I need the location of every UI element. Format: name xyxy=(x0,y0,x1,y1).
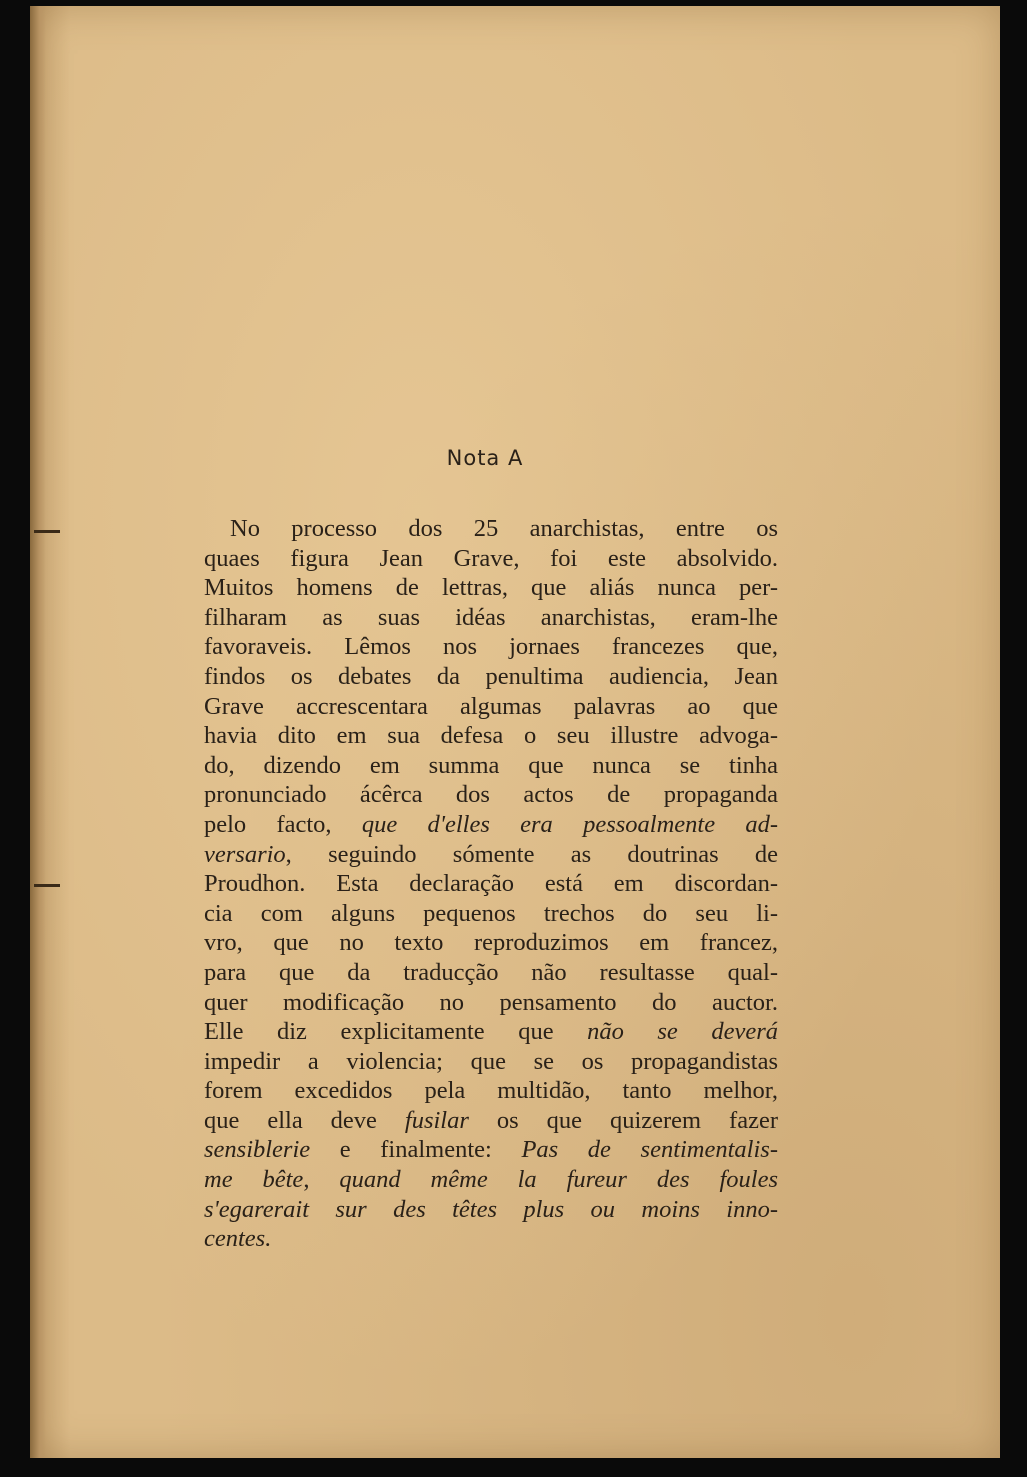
italic-text-segment: não se deverá xyxy=(587,1018,778,1046)
binding-thread-mark xyxy=(34,530,60,533)
text-segment: havia dito em sua defesa o seu illustre advoga- xyxy=(204,722,778,750)
text-segment: filharam as suas idéas anarchistas, eram-lhe xyxy=(204,603,778,631)
text-line xyxy=(204,899,778,929)
text-line xyxy=(204,751,778,781)
text-segment: , seguindo sómente as doutrinas de xyxy=(285,840,778,868)
text-segment: quer modificação no pensamento do auctor. xyxy=(204,988,778,1016)
text-line xyxy=(204,1106,778,1136)
text-line xyxy=(204,692,778,722)
text-line xyxy=(204,1135,778,1165)
text-segment: os que quizerem fazer xyxy=(468,1106,778,1134)
text-line xyxy=(204,1195,778,1225)
text-segment: que ella deve xyxy=(204,1106,405,1134)
text-line xyxy=(204,869,778,899)
text-segment: do, dizendo em summa que nunca se tinha xyxy=(204,751,778,779)
text-line xyxy=(204,721,778,751)
text-segment: pelo facto, xyxy=(204,810,362,838)
text-segment: Muitos homens de lettras, que aliás nunca per- xyxy=(204,574,778,602)
page-binding-edge xyxy=(30,6,46,1458)
text-line xyxy=(204,1165,778,1195)
text-line xyxy=(204,632,778,662)
text-segment: favoraveis. Lêmos nos jornaes francezes que, xyxy=(204,633,778,661)
text-segment: Grave accrescentara algumas palavras ao que xyxy=(204,692,778,720)
text-segment: quaes figura Jean Grave, foi este absolvido. xyxy=(204,544,778,572)
text-segment: impedir a violencia; que se os propagandistas xyxy=(204,1047,778,1075)
text-line xyxy=(204,544,778,574)
text-segment: forem excedidos pela multidão, tanto melhor, xyxy=(204,1077,778,1105)
italic-text-segment: sensiblerie xyxy=(204,1136,311,1164)
text-line xyxy=(204,1047,778,1077)
text-segment: cia com alguns pequenos trechos do seu li- xyxy=(204,899,778,927)
text-line xyxy=(204,958,778,988)
text-line xyxy=(204,988,778,1018)
text-segment: para que da traducção não resultasse qual- xyxy=(204,958,778,986)
italic-text-segment: quand même la fureur des foules xyxy=(339,1166,779,1194)
text-line xyxy=(204,603,778,633)
text-segment: e finalmente: xyxy=(310,1136,522,1164)
text-segment: Proudhon. Esta declaração está em discordan- xyxy=(204,870,778,898)
text-segment: Elle diz explicitamente que xyxy=(204,1018,588,1046)
text-line xyxy=(204,810,778,840)
text-line xyxy=(204,840,778,870)
text-segment: pronunciado ácêrca dos actos de propaganda xyxy=(204,781,778,809)
text-segment: , xyxy=(303,1166,340,1194)
text-line xyxy=(204,514,778,544)
note-heading: Nota A xyxy=(446,446,524,470)
italic-text-segment: fusilar xyxy=(404,1106,469,1134)
text-segment: findos os debates da penultima audiencia, Jean xyxy=(204,662,778,690)
italic-text-segment: Pas de sentimentalis- xyxy=(521,1136,778,1164)
italic-text-segment: s'egarerait sur des têtes plus ou moins inno- xyxy=(204,1195,778,1223)
text-line xyxy=(204,928,778,958)
text-segment: vro, que no texto reproduzimos em francez, xyxy=(204,929,778,957)
binding-thread-mark xyxy=(34,884,60,887)
text-line xyxy=(204,1017,778,1047)
note-body-text xyxy=(204,514,778,1254)
italic-text-segment: me bête xyxy=(204,1166,304,1194)
text-line xyxy=(204,1076,778,1106)
italic-text-segment: que d'elles era pessoalmente ad- xyxy=(361,810,778,838)
text-line xyxy=(204,573,778,603)
text-segment: No processo dos 25 anarchistas, entre os xyxy=(230,515,778,542)
text-line xyxy=(204,780,778,810)
text-line xyxy=(204,662,778,692)
text-line xyxy=(204,1224,778,1254)
italic-text-segment: versario xyxy=(204,840,286,868)
italic-text-segment: centes. xyxy=(204,1225,272,1253)
